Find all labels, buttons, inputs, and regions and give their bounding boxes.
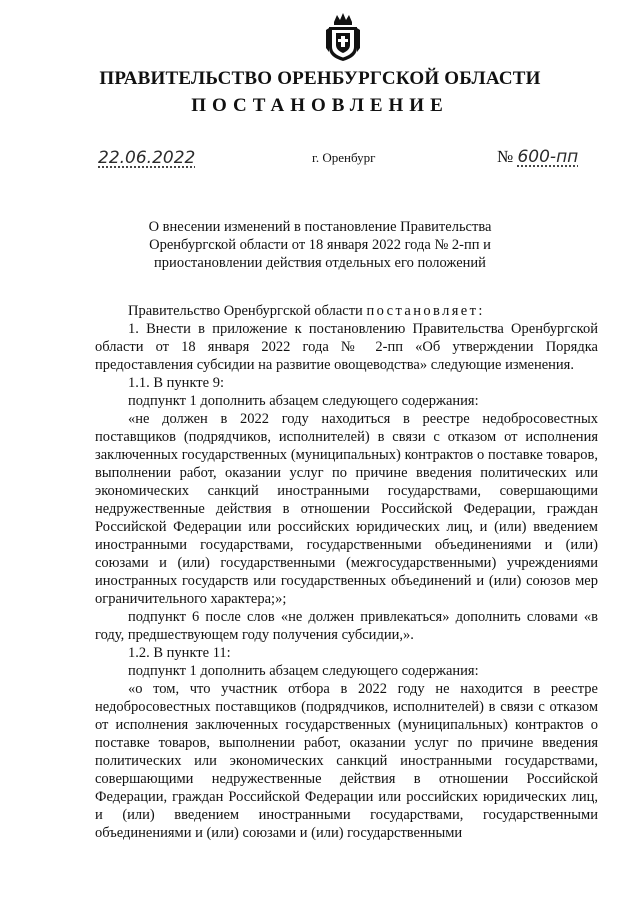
heading-line: О внесении изменений в постановление Правительства xyxy=(148,219,492,235)
document-body xyxy=(95,302,598,842)
government-name: ПРАВИТЕЛЬСТВО ОРЕНБУРГСКОЙ ОБЛАСТИ xyxy=(99,68,541,89)
body-paragraph: 1. Внести в приложение к постановлению Правительства Оренбургской области от 18 января 2022 года № 2-пп «Об утверждении Порядка предоставления субсидии на развитие овощеводства» следующие изменения. xyxy=(95,321,598,373)
body-paragraph: подпункт 6 после слов «не должен привлекаться» дополнить словами «в году, предшествующем году получения субсидии,». xyxy=(95,609,598,643)
preamble-text: Правительство Оренбургской области xyxy=(128,303,367,319)
document-city: г. Оренбург xyxy=(312,150,376,165)
body-paragraph: «не должен в 2022 году находиться в реестре недобросовестных поставщиков (подрядчиков, исполнителей) в связи с отказом от исполнения заключенных государственных (муниципальных) контрактов о поставке товаров, выполнении работ, оказании услуг по причине введения политических или экономических санкций иностранными государствами, совершающими недружественные действия в отношении Российской Федерации, граждан Российской Федерации или российских юридических лиц, и (или) введением иностранными государствами, государственными объединениями и (или) союзами и (или) государственными (межгосударственными) учреждениями иностранных государств или государственных объединений и (или) союзов мер ограничительного характера;»; xyxy=(95,411,598,607)
body-paragraph: 1.2. В пункте 11: xyxy=(128,645,231,661)
preamble-paragraph xyxy=(95,302,598,320)
body-paragraph: подпункт 1 дополнить абзацем следующего содержания: xyxy=(128,393,479,409)
document-date: 22.06.2022 xyxy=(98,148,196,168)
document-heading xyxy=(100,218,540,272)
body-paragraph: «о том, что участник отбора в 2022 году не находится в реестре недобросовестных поставщиков (подрядчиков, исполнителей) в связи с отказом от исполнения заключенных государственных (муниципальных) контрактов о поставке товаров, выполнении работ, оказании услуг по причине введения политических или экономических санкций иностранными государствами, совершающими недружественные действия в отношении Российской Федерации, граждан Российской Федерации или российских юридических лиц, и (или) введением иностранными государствами, государственными объединениями и (или) союзами и (или) государственными xyxy=(95,681,598,841)
document-type: ПОСТАНОВЛЕНИЕ xyxy=(191,95,449,116)
document-number xyxy=(497,147,578,167)
number-value: 600-пп xyxy=(517,147,579,167)
coat-of-arms-icon xyxy=(324,12,362,62)
number-sign: № xyxy=(497,147,514,166)
body-paragraph: 1.1. В пункте 9: xyxy=(128,375,224,391)
heading-line: Оренбургской области от 18 января 2022 года № 2-пп и xyxy=(149,237,491,253)
body-paragraph: подпункт 1 дополнить абзацем следующего содержания: xyxy=(128,663,479,679)
preamble-resolve-word: постановляет: xyxy=(366,303,485,319)
heading-line: приостановлении действия отдельных его положений xyxy=(154,255,486,271)
